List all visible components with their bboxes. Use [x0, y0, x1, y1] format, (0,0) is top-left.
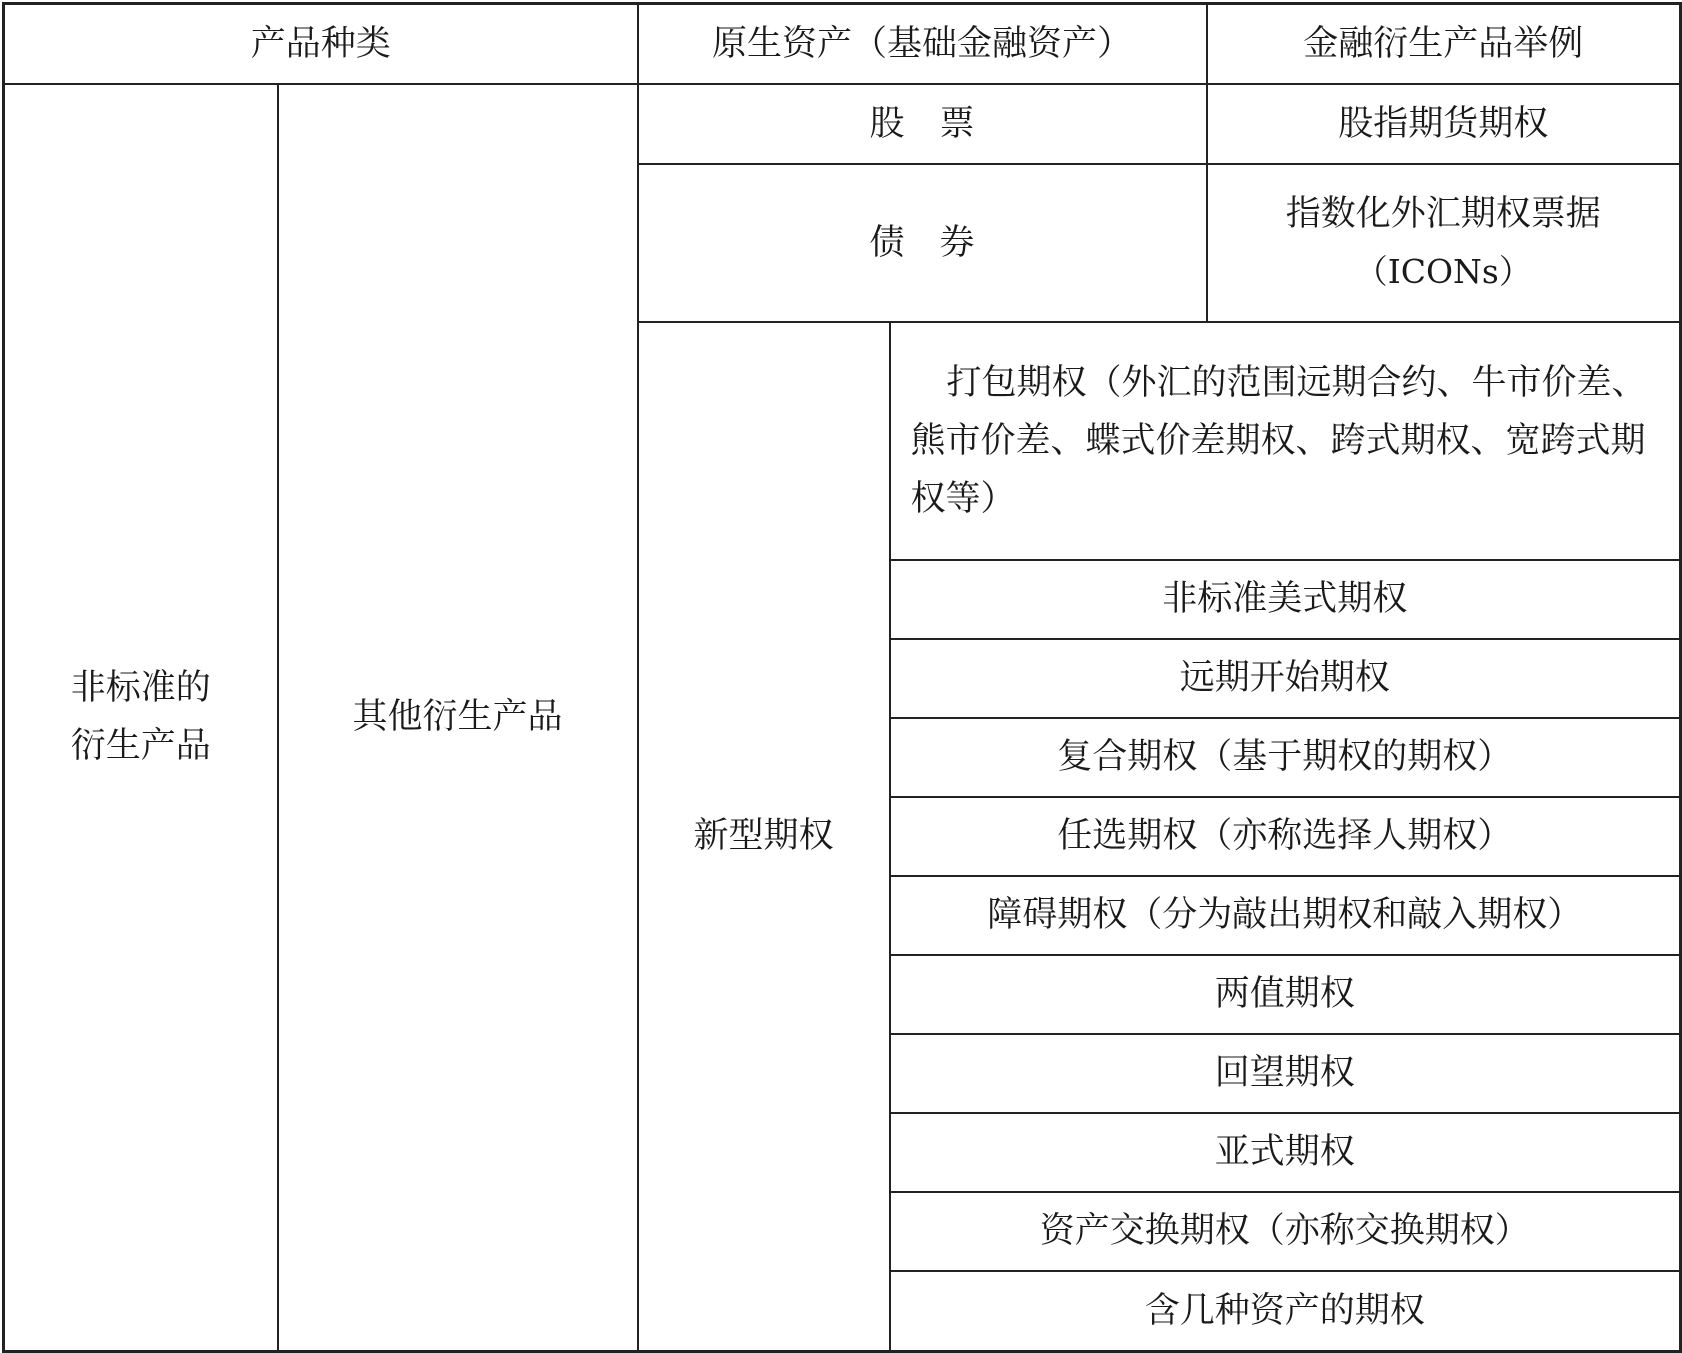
header-product-type: 产品种类: [4, 4, 638, 84]
new-options-label: 新型期权: [638, 322, 890, 1352]
asset-stock: 股 票: [638, 84, 1207, 164]
option-item: 障碍期权（分为敲出期权和敲入期权）: [890, 876, 1681, 955]
option-item: 亚式期权: [890, 1113, 1681, 1192]
example-icons: [1207, 164, 1681, 322]
option-item: 任选期权（亦称选择人期权）: [890, 797, 1681, 876]
category-line: 衍生产品: [70, 726, 211, 767]
option-item: 复合期权（基于期权的期权）: [890, 718, 1681, 797]
derivatives-table: [2, 2, 1682, 1353]
category-line: 非标准的: [70, 668, 211, 709]
header-row: [4, 4, 1681, 84]
option-item: 资产交换期权（亦称交换期权）: [890, 1192, 1681, 1271]
option-item: 打包期权（外汇的范围远期合约、牛市价差、熊市价差、蝶式价差期权、跨式期权、宽跨式期权等）: [890, 322, 1681, 560]
header-examples: 金融衍生产品举例: [1207, 4, 1681, 84]
header-underlying-asset: 原生资产（基础金融资产）: [638, 4, 1207, 84]
category-other-derivatives: 其他衍生产品: [278, 84, 638, 1352]
example-line: （ICONs）: [1354, 251, 1532, 291]
table-row: [4, 84, 1681, 164]
asset-bond: 债 券: [638, 164, 1207, 322]
category-nonstandard-derivatives: [4, 84, 278, 1352]
option-item: 回望期权: [890, 1034, 1681, 1113]
option-item: 远期开始期权: [890, 639, 1681, 718]
option-item: 两值期权: [890, 955, 1681, 1034]
example-line: 指数化外汇期权票据: [1285, 193, 1601, 234]
option-item: 含几种资产的期权: [890, 1271, 1681, 1352]
option-item: 非标准美式期权: [890, 560, 1681, 639]
example-stock-index-futures-option: 股指期货期权: [1207, 84, 1681, 164]
